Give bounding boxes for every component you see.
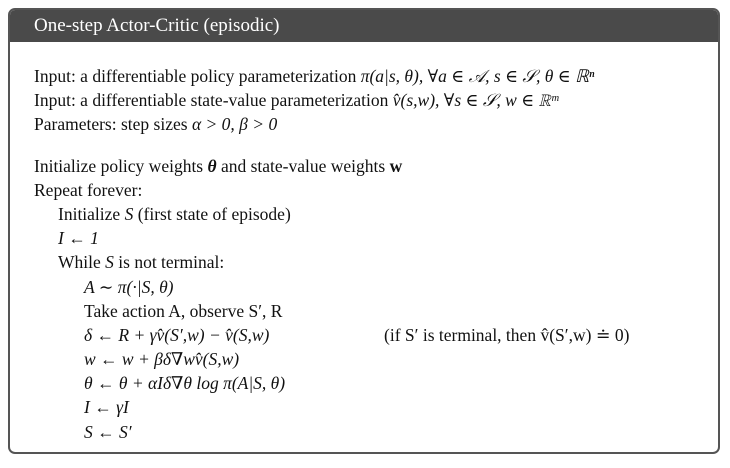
s-update-line: S ← S′ xyxy=(84,421,132,442)
input-value-text: Input: a differentiable state-value parameterization xyxy=(34,90,389,111)
input-policy-text: Input: a differentiable policy parameterization xyxy=(34,66,357,86)
repeat-forever-line: Repeat forever: xyxy=(34,179,143,200)
initialize-weights-prefix: Initialize policy weights xyxy=(34,155,204,176)
while-prefix: While xyxy=(58,252,101,273)
parameters-math: α > 0, β > 0 xyxy=(191,114,278,135)
initialize-theta: θ xyxy=(207,155,217,176)
initialize-state-prefix: Initialize xyxy=(58,203,121,224)
algorithm-title: One-step Actor-Critic (episodic) xyxy=(10,10,718,42)
initialize-state-line xyxy=(34,202,718,226)
input-policy-line xyxy=(34,64,718,88)
initialize-w: w xyxy=(389,155,403,176)
initialize-state-var: S xyxy=(124,203,134,224)
algorithm-body xyxy=(10,42,718,444)
i-update-line: I ← γI xyxy=(84,397,129,418)
action-sample-line: A ∼ π(·|S, θ) xyxy=(84,276,174,297)
input-policy-math: π(a|s, θ), ∀a ∈ 𝒜, s ∈ 𝒮, θ ∈ ℝⁿ xyxy=(360,66,595,86)
input-value-math: v̂(s,w), ∀s ∈ 𝒮, w ∈ ℝᵐ xyxy=(392,90,559,111)
delta-equation: δ ← R + γv̂(S′,w) − v̂(S,w) xyxy=(84,324,270,345)
parameters-line xyxy=(34,112,718,136)
theta-update-line: θ ← θ + αIδ∇θ log π(A|S, θ) xyxy=(84,373,286,394)
algorithm-box xyxy=(8,8,720,454)
while-suffix: is not terminal: xyxy=(118,252,225,273)
while-line xyxy=(34,250,718,274)
delta-line xyxy=(34,323,718,347)
delta-comment: (if S′ is terminal, then v̂(S′,w) ≐ 0) xyxy=(384,324,630,345)
initialize-weights-line xyxy=(34,154,718,178)
parameters-text: Parameters: step sizes xyxy=(34,114,188,135)
initialize-weights-middle: and state-value weights xyxy=(220,155,386,176)
input-value-line xyxy=(34,88,718,112)
section-gap xyxy=(34,137,718,154)
w-update-line: w ← w + βδ∇wv̂(S,w) xyxy=(84,349,240,370)
take-action-line: Take action A, observe S′, R xyxy=(84,300,283,321)
initialize-state-suffix: (first state of episode) xyxy=(137,203,291,224)
i-init-line: I ← 1 xyxy=(58,228,99,249)
while-var: S xyxy=(105,252,114,273)
